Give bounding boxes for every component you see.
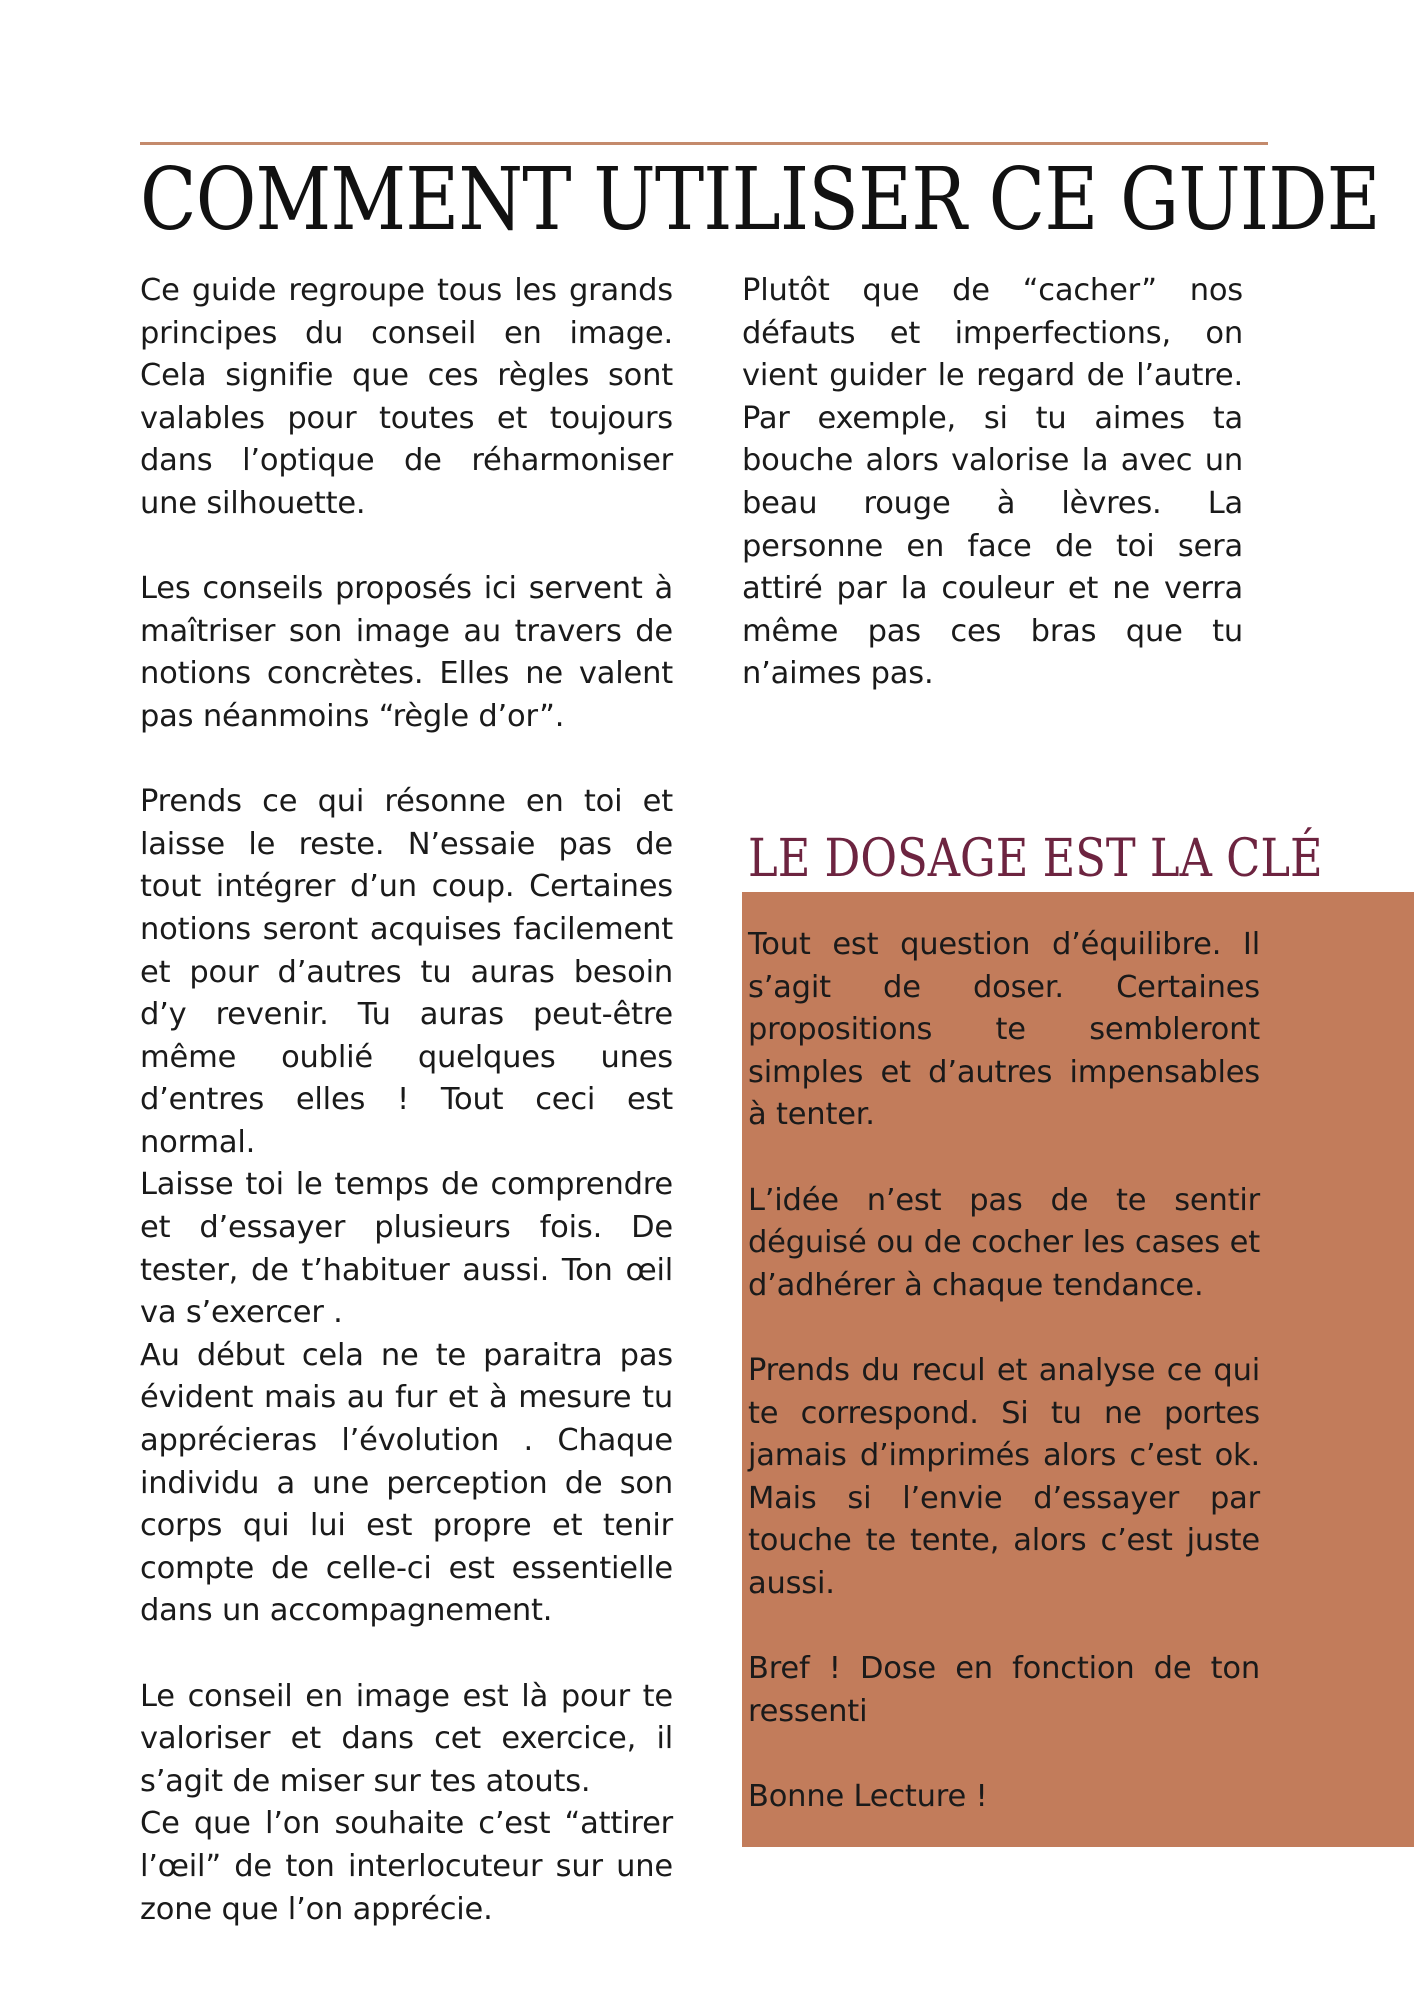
dosage-paragraph-not-disguised: L’idée n’est pas de te sentir déguisé ou de cocher les cases et d’adhérer à chaque tendance.	[748, 1182, 1260, 1303]
paragraph-intro: Ce guide regroupe tous les grands principes du conseil en image. Cela signifie que ces règles sont valables pour toutes et toujours dans l’optique de réharmoniser une silhouette.	[140, 273, 673, 521]
left-column	[140, 270, 673, 1931]
dosage-paragraph-summary: Bref ! Dose en fonction de ton ressenti	[748, 1651, 1260, 1729]
paragraph-take-what-resonates: Prends ce qui résonne en toi et laisse le reste. N’essaie pas de tout intégrer d’un coup. Certaines notions seront acquises facilement et pour d’autres tu auras besoin d’y revenir. Tu auras peut-être même oublié quelques unes d’entres elles ! Tout ceci est normal.	[140, 784, 673, 1160]
paragraph-guide-the-gaze: Plutôt que de “cacher” nos défauts et imperfections, on vient guider le regard de l’autre. Par exemple, si tu aimes ta bouche alors valorise la avec un beau rouge à lèvres. La personne en face de toi sera attiré par la couleur et ne verra même pas ces bras que tu n’aimes pas.	[742, 273, 1243, 692]
paragraph-image-advice: Le conseil en image est là pour te valoriser et dans cet exercice, il s’agit de miser sur tes atouts.	[140, 1678, 673, 1799]
dosage-section-title: LE DOSAGE EST LA CLÉ	[748, 829, 1323, 889]
paragraph-take-your-time: Laisse toi le temps de comprendre et d’essayer plusieurs fois. De tester, de t’habituer aussi. Ton œil va s’exercer .	[140, 1167, 673, 1331]
title-accent-rule	[140, 142, 1268, 145]
dosage-box-text	[748, 924, 1260, 1861]
right-column	[742, 270, 1243, 696]
paragraph-attract-eye: Ce que l’on souhaite c’est “attirer l’œil” de ton interlocuteur sur une zone que l’on apprécie.	[140, 1806, 673, 1927]
page-title: COMMENT UTILISER CE GUIDE	[140, 150, 1380, 250]
dosage-paragraph-closing: Bonne Lecture !	[748, 1778, 988, 1814]
paragraph-evolution: Au début cela ne te paraitra pas évident mais au fur et à mesure tu apprécieras l’évolution . Chaque individu a une perception de son corps qui lui est propre et tenir compte de celle-ci est essentielle dans un accompagnement.	[140, 1337, 673, 1629]
dosage-paragraph-balance: Tout est question d’équilibre. Il s’agit de doser. Certaines propositions te sembleront simples et d’autres impensables à tenter.	[748, 927, 1260, 1133]
paragraph-concrete-notions: Les conseils proposés ici servent à maîtriser son image au travers de notions concrètes. Elles ne valent pas néanmoins “règle d’or”.	[140, 571, 673, 734]
dosage-paragraph-step-back: Prends du recul et analyse ce qui te correspond. Si tu ne portes jamais d’imprimés alors c’est ok. Mais si l’envie d’essayer par touche te tente, alors c’est juste aussi.	[748, 1352, 1260, 1601]
